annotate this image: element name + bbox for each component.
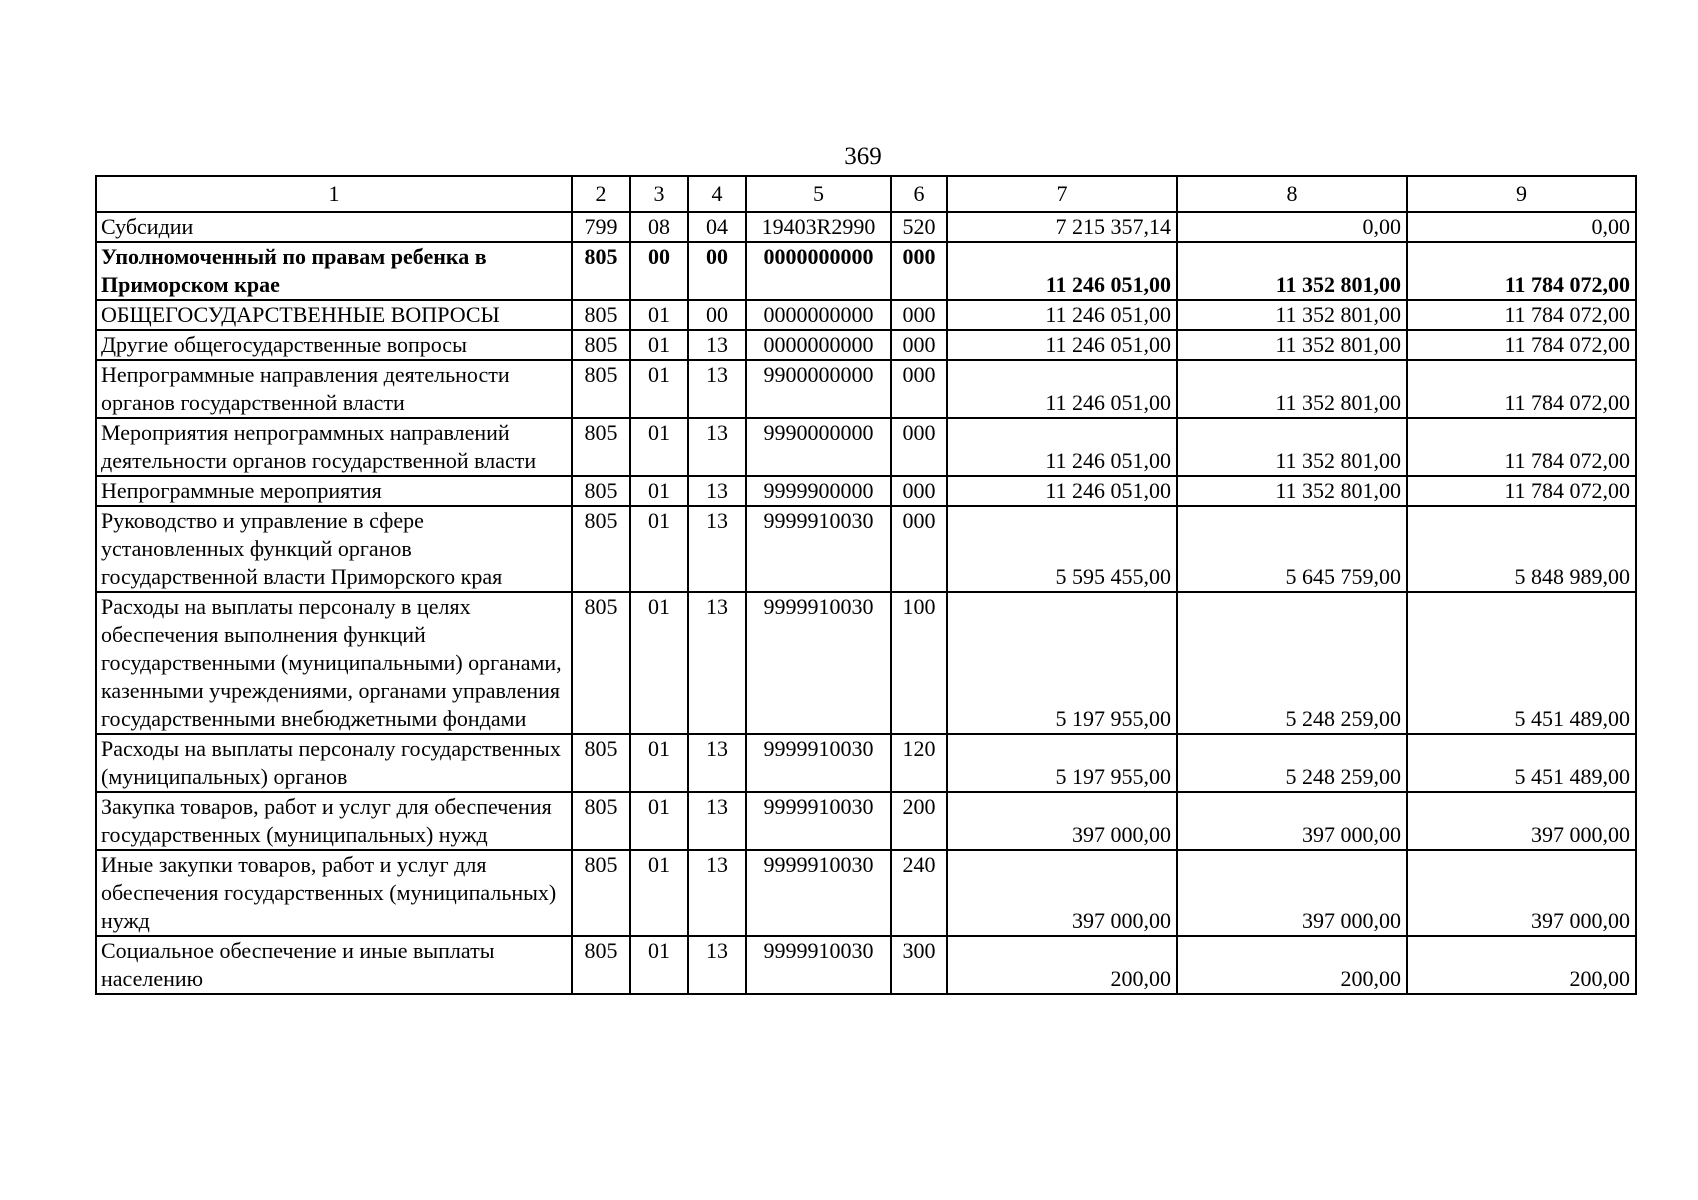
expense-type-cell: 520 <box>891 212 947 242</box>
table-row <box>96 330 1636 360</box>
amount-col9-cell: 397 000,00 <box>1407 792 1636 850</box>
amount-col9-cell: 11 784 072,00 <box>1407 330 1636 360</box>
target-article-cell: 9990000000 <box>746 418 891 476</box>
table-row <box>96 300 1636 330</box>
amount-col9-cell: 5 451 489,00 <box>1407 592 1636 734</box>
row-name-cell: Иные закупки товаров, работ и услуг для обеспечения государственных (муниципальных) нужд <box>96 850 572 936</box>
amount-col8-cell: 11 352 801,00 <box>1177 360 1407 418</box>
subsection-code-cell: 13 <box>688 360 746 418</box>
table-row <box>96 734 1636 792</box>
subsection-code-cell: 00 <box>688 300 746 330</box>
table-row <box>96 936 1636 994</box>
target-article-cell: 9999910030 <box>746 592 891 734</box>
amount-col7-cell: 7 215 357,14 <box>947 212 1177 242</box>
row-name-cell: Уполномоченный по правам ребенка в Приморском крае <box>96 242 572 300</box>
row-name-cell: Субсидии <box>96 212 572 242</box>
table-row <box>96 418 1636 476</box>
subsection-code-cell: 13 <box>688 418 746 476</box>
budget-table <box>95 175 1637 995</box>
amount-col9-cell: 11 784 072,00 <box>1407 418 1636 476</box>
amount-col7-cell: 5 595 455,00 <box>947 506 1177 592</box>
gr-code-cell: 805 <box>572 476 630 506</box>
amount-col8-cell: 11 352 801,00 <box>1177 330 1407 360</box>
target-article-cell: 9999910030 <box>746 850 891 936</box>
amount-col8-cell: 11 352 801,00 <box>1177 418 1407 476</box>
row-name-cell: Расходы на выплаты персоналу государственных (муниципальных) органов <box>96 734 572 792</box>
header-cell: 7 <box>947 176 1177 212</box>
header-cell: 3 <box>630 176 688 212</box>
target-article-cell: 0000000000 <box>746 242 891 300</box>
amount-col9-cell: 5 848 989,00 <box>1407 506 1636 592</box>
amount-col9-cell: 11 784 072,00 <box>1407 242 1636 300</box>
amount-col7-cell: 397 000,00 <box>947 792 1177 850</box>
row-name-cell: Социальное обеспечение и иные выплаты населению <box>96 936 572 994</box>
expense-type-cell: 120 <box>891 734 947 792</box>
expense-type-cell: 000 <box>891 242 947 300</box>
expense-type-cell: 000 <box>891 418 947 476</box>
row-name-cell: Другие общегосударственные вопросы <box>96 330 572 360</box>
amount-col7-cell: 11 246 051,00 <box>947 360 1177 418</box>
amount-col7-cell: 11 246 051,00 <box>947 242 1177 300</box>
row-name-cell: Закупка товаров, работ и услуг для обеспечения государственных (муниципальных) нужд <box>96 792 572 850</box>
gr-code-cell: 805 <box>572 850 630 936</box>
amount-col8-cell: 397 000,00 <box>1177 850 1407 936</box>
expense-type-cell: 240 <box>891 850 947 936</box>
amount-col8-cell: 5 248 259,00 <box>1177 734 1407 792</box>
section-code-cell: 01 <box>630 592 688 734</box>
table-row <box>96 242 1636 300</box>
header-row <box>96 176 1636 212</box>
amount-col8-cell: 11 352 801,00 <box>1177 242 1407 300</box>
header-cell: 4 <box>688 176 746 212</box>
gr-code-cell: 805 <box>572 592 630 734</box>
amount-col9-cell: 11 784 072,00 <box>1407 300 1636 330</box>
expense-type-cell: 000 <box>891 360 947 418</box>
target-article-cell: 0000000000 <box>746 330 891 360</box>
subsection-code-cell: 04 <box>688 212 746 242</box>
subsection-code-cell: 13 <box>688 592 746 734</box>
gr-code-cell: 805 <box>572 506 630 592</box>
amount-col8-cell: 200,00 <box>1177 936 1407 994</box>
gr-code-cell: 805 <box>572 734 630 792</box>
table-row <box>96 476 1636 506</box>
section-code-cell: 01 <box>630 330 688 360</box>
amount-col7-cell: 11 246 051,00 <box>947 300 1177 330</box>
subsection-code-cell: 13 <box>688 506 746 592</box>
gr-code-cell: 805 <box>572 792 630 850</box>
target-article-cell: 0000000000 <box>746 300 891 330</box>
row-name-cell: Непрограммные направления деятельности органов государственной власти <box>96 360 572 418</box>
table-body <box>96 212 1636 994</box>
table-row <box>96 592 1636 734</box>
table-row <box>96 506 1636 592</box>
subsection-code-cell: 13 <box>688 330 746 360</box>
section-code-cell: 01 <box>630 734 688 792</box>
subsection-code-cell: 13 <box>688 476 746 506</box>
table-row <box>96 792 1636 850</box>
expense-type-cell: 200 <box>891 792 947 850</box>
target-article-cell: 9999900000 <box>746 476 891 506</box>
row-name-cell: Мероприятия непрограммных направлений деятельности органов государственной власти <box>96 418 572 476</box>
section-code-cell: 01 <box>630 936 688 994</box>
row-name-cell: Расходы на выплаты персоналу в целях обеспечения выполнения функций государственными (муниципальными) органами, казенными учреждениями, органами управления государственными внебюджетными фондами <box>96 592 572 734</box>
header-cell: 9 <box>1407 176 1636 212</box>
header-cell: 2 <box>572 176 630 212</box>
amount-col9-cell: 11 784 072,00 <box>1407 476 1636 506</box>
amount-col7-cell: 11 246 051,00 <box>947 330 1177 360</box>
section-code-cell: 01 <box>630 792 688 850</box>
table-row <box>96 360 1636 418</box>
amount-col8-cell: 0,00 <box>1177 212 1407 242</box>
header-cell: 6 <box>891 176 947 212</box>
subsection-code-cell: 13 <box>688 936 746 994</box>
header-cell: 1 <box>96 176 572 212</box>
section-code-cell: 01 <box>630 360 688 418</box>
target-article-cell: 19403R2990 <box>746 212 891 242</box>
section-code-cell: 01 <box>630 506 688 592</box>
gr-code-cell: 805 <box>572 300 630 330</box>
subsection-code-cell: 13 <box>688 792 746 850</box>
expense-type-cell: 000 <box>891 506 947 592</box>
page-number: 369 <box>844 143 882 170</box>
amount-col8-cell: 5 645 759,00 <box>1177 506 1407 592</box>
section-code-cell: 01 <box>630 418 688 476</box>
amount-col7-cell: 5 197 955,00 <box>947 592 1177 734</box>
table-row <box>96 850 1636 936</box>
row-name-cell: Руководство и управление в сфере установленных функций органов государственной власти Приморского края <box>96 506 572 592</box>
target-article-cell: 9999910030 <box>746 936 891 994</box>
gr-code-cell: 805 <box>572 936 630 994</box>
amount-col9-cell: 5 451 489,00 <box>1407 734 1636 792</box>
amount-col7-cell: 5 197 955,00 <box>947 734 1177 792</box>
expense-type-cell: 300 <box>891 936 947 994</box>
target-article-cell: 9999910030 <box>746 734 891 792</box>
gr-code-cell: 805 <box>572 330 630 360</box>
header-cell: 8 <box>1177 176 1407 212</box>
amount-col8-cell: 11 352 801,00 <box>1177 476 1407 506</box>
row-name-cell: ОБЩЕГОСУДАРСТВЕННЫЕ ВОПРОСЫ <box>96 300 572 330</box>
expense-type-cell: 100 <box>891 592 947 734</box>
amount-col8-cell: 5 248 259,00 <box>1177 592 1407 734</box>
section-code-cell: 01 <box>630 300 688 330</box>
expense-type-cell: 000 <box>891 330 947 360</box>
gr-code-cell: 799 <box>572 212 630 242</box>
amount-col7-cell: 11 246 051,00 <box>947 418 1177 476</box>
amount-col7-cell: 11 246 051,00 <box>947 476 1177 506</box>
subsection-code-cell: 00 <box>688 242 746 300</box>
subsection-code-cell: 13 <box>688 850 746 936</box>
expense-type-cell: 000 <box>891 476 947 506</box>
subsection-code-cell: 13 <box>688 734 746 792</box>
section-code-cell: 00 <box>630 242 688 300</box>
amount-col8-cell: 397 000,00 <box>1177 792 1407 850</box>
amount-col7-cell: 397 000,00 <box>947 850 1177 936</box>
section-code-cell: 08 <box>630 212 688 242</box>
target-article-cell: 9999910030 <box>746 506 891 592</box>
row-name-cell: Непрограммные мероприятия <box>96 476 572 506</box>
section-code-cell: 01 <box>630 850 688 936</box>
amount-col9-cell: 11 784 072,00 <box>1407 360 1636 418</box>
header-cell: 5 <box>746 176 891 212</box>
target-article-cell: 9900000000 <box>746 360 891 418</box>
amount-col7-cell: 200,00 <box>947 936 1177 994</box>
amount-col9-cell: 0,00 <box>1407 212 1636 242</box>
amount-col9-cell: 200,00 <box>1407 936 1636 994</box>
expense-type-cell: 000 <box>891 300 947 330</box>
gr-code-cell: 805 <box>572 242 630 300</box>
target-article-cell: 9999910030 <box>746 792 891 850</box>
table-row <box>96 212 1636 242</box>
amount-col8-cell: 11 352 801,00 <box>1177 300 1407 330</box>
section-code-cell: 01 <box>630 476 688 506</box>
gr-code-cell: 805 <box>572 418 630 476</box>
gr-code-cell: 805 <box>572 360 630 418</box>
amount-col9-cell: 397 000,00 <box>1407 850 1636 936</box>
